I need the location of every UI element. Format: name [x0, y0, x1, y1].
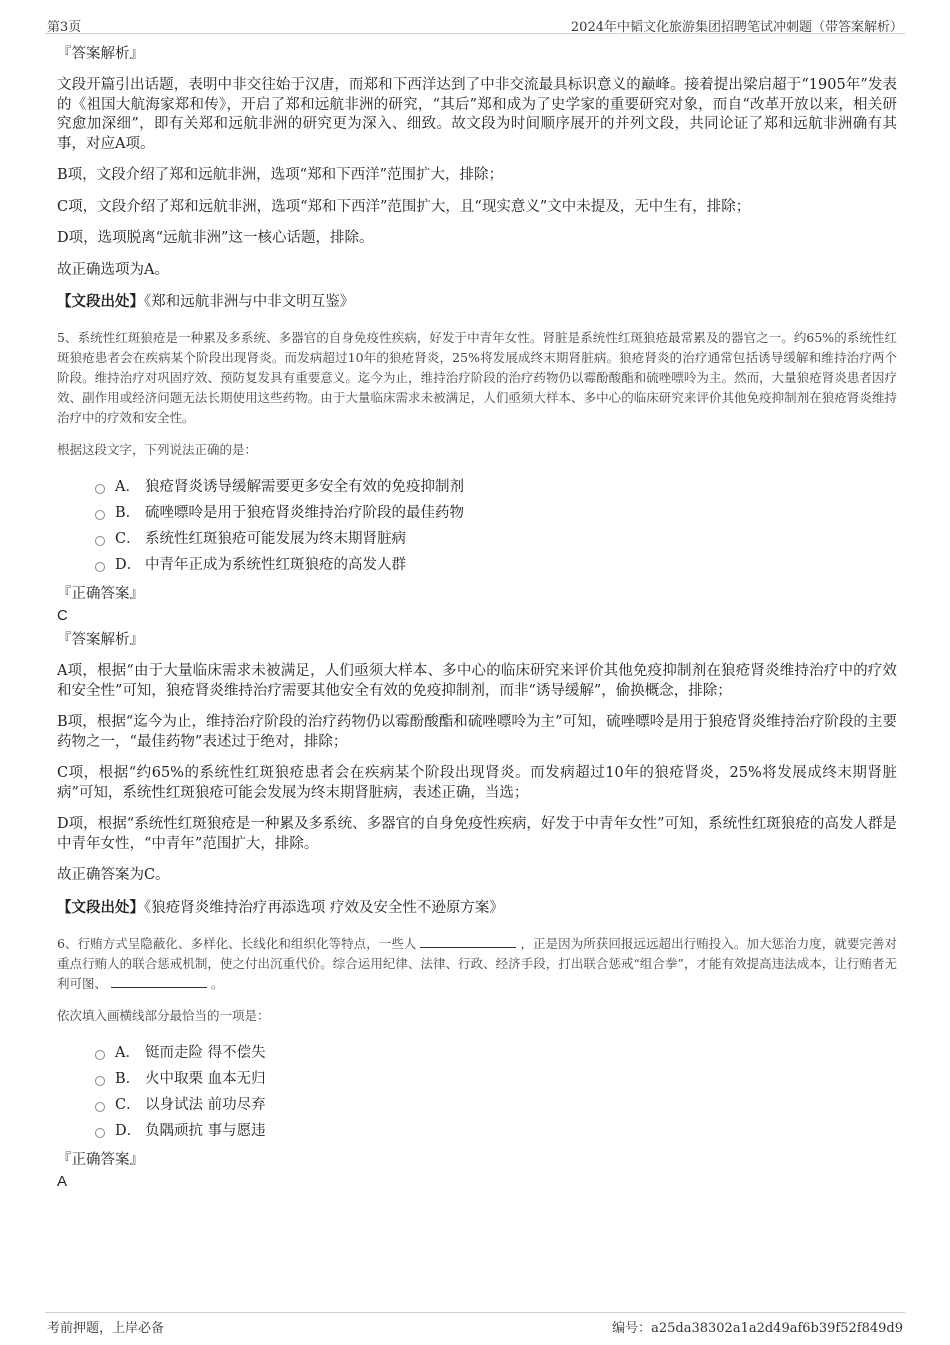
q5-option-c[interactable]: C． 系统性红斑狼疮可能发展为终末期肾脏病: [95, 526, 897, 552]
q5-source-label: 【文段出处】: [57, 898, 144, 916]
radio-icon[interactable]: [95, 1102, 105, 1112]
radio-icon[interactable]: [95, 1128, 105, 1138]
q4-analysis-para: 文段开篇引出话题，表明中非交往始于汉唐，而郑和下西洋达到了中非交流最具标识意义的巅峰。接着提出梁启超于“1905年”发表的《祖国大航海家郑和传》，开启了郑和远航非洲的研究，“其后”郑和成为了史学家的重要研究对象，而自“改革开放以来，相关研究愈加深细”，即有关郑和远航非洲的研究更为深入、细致。故文段为时间顺序展开的并列文段，共同论证了郑和远航非洲确有其事，对应A项。: [57, 77, 897, 152]
q5-ask: 根据这段文字，下列说法正确的是：: [57, 442, 258, 457]
q6-option-a[interactable]: A． 铤而走险 得不偿失: [95, 1040, 897, 1066]
footer-slogan: 考前押题，上岸必备: [47, 1321, 165, 1336]
q6-answer: A: [57, 1172, 68, 1190]
q5-analysis-para: A项，根据“由于大量临床需求未被满足，人们亟须大样本、多中心的临床研究来评价其他免疫抑制剂在狼疮肾炎维持治疗中的疗效和安全性”可知，狼疮肾炎维持治疗需要其他安全有效的免疫抑制剂，而非“诱导缓解”，偷换概念，排除；: [57, 663, 897, 699]
radio-icon[interactable]: [95, 562, 105, 572]
document-title: 2024年中韬文化旅游集团招聘笔试冲刺题（带答案解析）: [570, 20, 903, 35]
footer-serial: 编号：a25da38302a1a2d49af6b39f52f849d9: [612, 1321, 903, 1336]
q4-analysis-para: D项，选项脱离“远航非洲”这一核心话题，排除。: [57, 230, 374, 246]
page-footer: [45, 1312, 905, 1334]
q5-analysis-para: C项，根据“约65%的系统性红斑狼疮患者会在疾病某个阶段出现肾炎。而发病超过10年的狼疮肾炎，25%将发展成终末期肾脏病”可知，系统性红斑狼疮可能会发展为终末期肾脏病，表述正确，当选；: [57, 765, 897, 801]
q4-source: [57, 292, 897, 312]
q5-conclusion: 故正确答案为C。: [57, 867, 170, 883]
radio-icon[interactable]: [95, 1076, 105, 1086]
q6-answer-label: 『正确答案』: [57, 1151, 144, 1168]
q6-option-d[interactable]: D． 负隅顽抗 事与愿违: [95, 1118, 897, 1144]
q6-option-c[interactable]: C． 以身试法 前功尽弃: [95, 1092, 897, 1118]
q4-source-title: 《郑和远航非洲与中非文明互鉴》: [144, 294, 355, 310]
q5-source-title: 《狼疮肾炎维持治疗再添选项 疗效及安全性不逊原方案》: [144, 899, 504, 916]
radio-icon[interactable]: [95, 1050, 105, 1060]
q5-analysis-para: D项，根据“系统性红斑狼疮是一种累及多系统、多器官的自身免疫性疾病，好发于中青年女性”可知，系统性红斑狼疮的高发人群是中青年女性，“中青年”范围扩大，排除。: [57, 816, 897, 852]
q5-stem: 5、系统性红斑狼疮是一种累及多系统、多器官的自身免疫性疾病，好发于中青年女性。肾脏是系统性红斑狼疮最常累及的器官之一。约65%的系统性红斑狼疮患者会在疾病某个阶段出现肾炎。而发病超过10年的狼疮肾炎，25%将发展成终末期肾脏病。狼疮肾炎的治疗通常包括诱导缓解和维持治疗两个阶段。维持治疗对巩固疗效、预防复发具有重要意义。迄今为止，维持治疗阶段的治疗药物仍以霉酚酸酯和硫唑嘌呤为主。然而，大量狼疮肾炎患者因疗效、副作用或经济问题无法长期使用这些药物。由于大量临床需求未被满足，人们亟须大样本、多中心的临床研究来评价其他免疫抑制剂在狼疮肾炎维持治疗中的疗效和安全性。: [57, 330, 897, 425]
fill-blank: [420, 936, 516, 948]
q4-analysis-para: C项，文段介绍了郑和远航非洲，选项“郑和下西洋”范围扩大，且“现实意义”文中未提及，无中生有，排除；: [57, 198, 751, 215]
q6-options: [95, 1040, 897, 1144]
q4-analysis-label: 『答案解析』: [57, 46, 144, 62]
q4-analysis-para: B项，文段介绍了郑和远航非洲，选项“郑和下西洋”范围扩大，排除；: [57, 167, 503, 183]
fill-blank: [111, 976, 207, 988]
q5-option-a[interactable]: A． 狼疮肾炎诱导缓解需要更多安全有效的免疫抑制剂: [95, 474, 897, 500]
q6-stem: 6、行贿方式呈隐蔽化、多样化、长线化和组织化等特点，一些人 ，正是因为所获回报远远超出行贿投入。加大惩治力度，就要完善对重点行贿人的联合惩戒机制，使之付出沉重代价。综合运用纪律、法律、行政、经济手段，打出联合惩戒“组合拳”，才能有效提高违法成本，让行贿者无利可图、 。: [57, 935, 897, 991]
q5-answer: C: [57, 607, 68, 624]
q4-source-label: 【文段出处】: [57, 293, 144, 310]
q5-source: [57, 898, 897, 918]
q5-answer-label: 『正确答案』: [57, 586, 144, 602]
page-header: [45, 14, 905, 34]
q5-option-d[interactable]: D． 中青年正成为系统性红斑狼疮的高发人群: [95, 552, 897, 578]
radio-icon[interactable]: [95, 510, 105, 520]
q5-analysis-para: B项，根据“迄今为止，维持治疗阶段的治疗药物仍以霉酚酸酯和硫唑嘌呤为主”可知，硫唑嘌呤是用于狼疮肾炎维持治疗阶段的主要药物之一，“最佳药物”表述过于绝对，排除；: [57, 714, 897, 750]
q5-options: [95, 474, 897, 578]
radio-icon[interactable]: [95, 536, 105, 546]
q6-option-b[interactable]: B． 火中取栗 血本无归: [95, 1066, 897, 1092]
page-content: [57, 44, 897, 1196]
q5-analysis-label: 『答案解析』: [57, 632, 144, 648]
q6-ask: 依次填入画横线部分最恰当的一项是：: [57, 1007, 270, 1023]
q5-option-b[interactable]: B． 硫唑嘌呤是用于狼疮肾炎维持治疗阶段的最佳药物: [95, 500, 897, 526]
q4-conclusion: 故正确选项为A。: [57, 261, 169, 278]
radio-icon[interactable]: [95, 484, 105, 494]
page-number: 第3页: [47, 20, 82, 35]
